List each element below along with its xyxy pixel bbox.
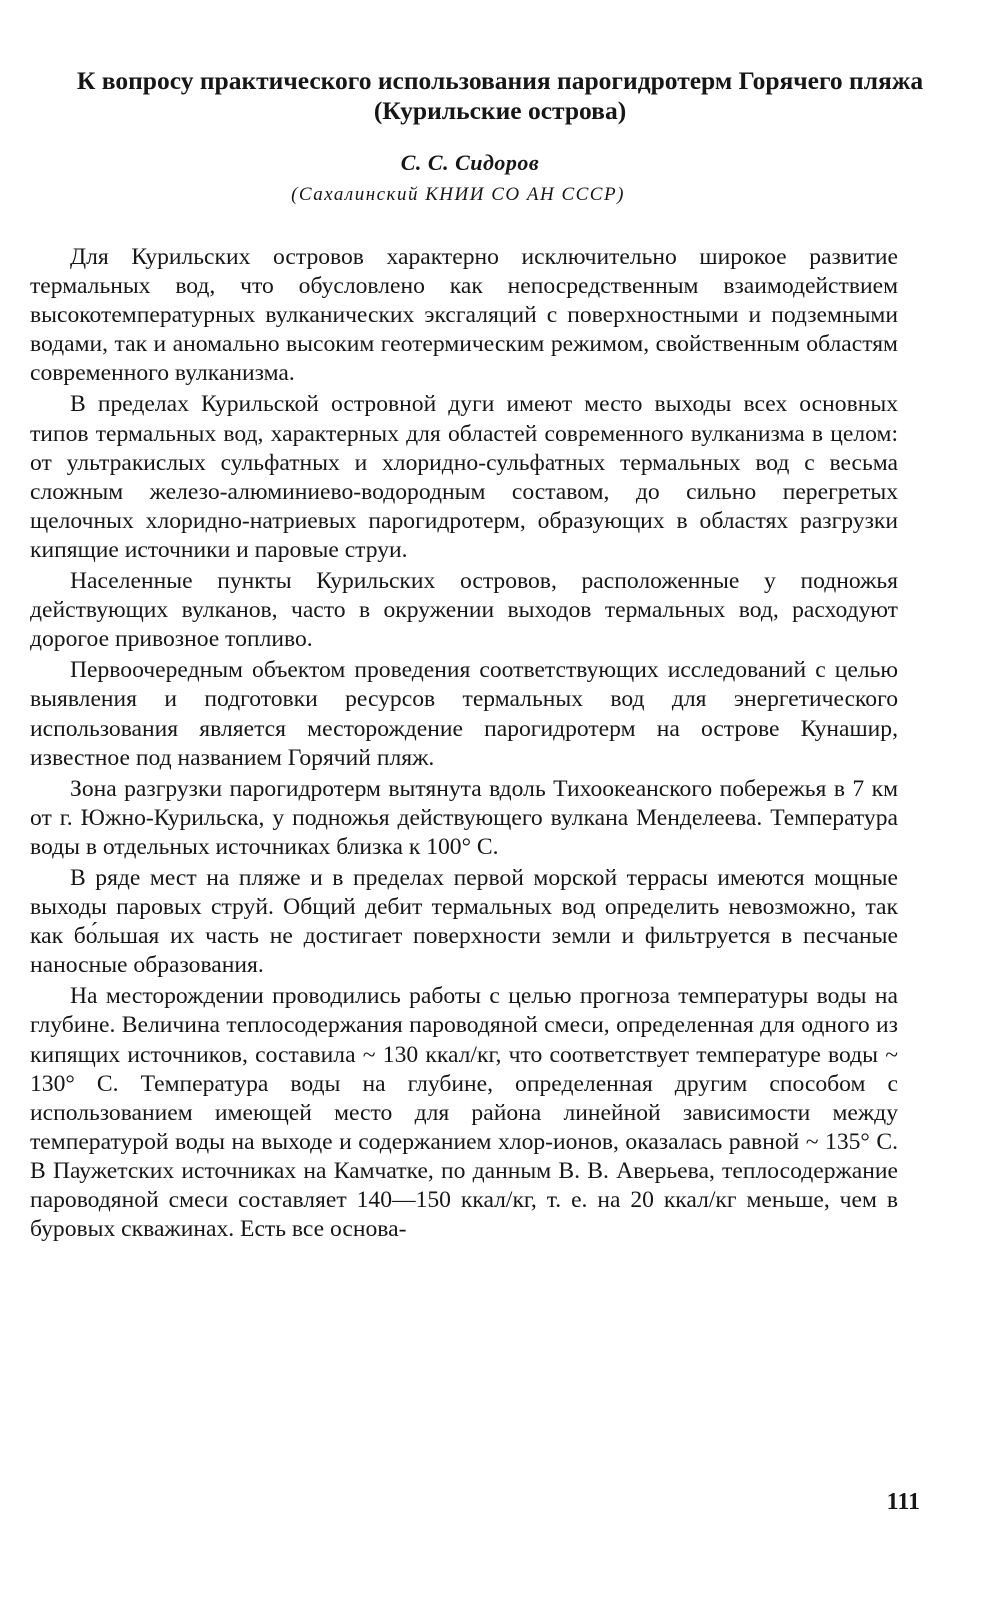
- article-title: К вопросу практического использования парогидротерм Горячего пляжа (Курильские острова): [76, 66, 924, 125]
- paragraph: На месторождении проводились работы с целью прогноза температуры воды на глубине. Величина теплосодержания пароводяной смеси, определенная для одного из кипящих источников, составила ~ 130 ккал/кг, что соответствует температуре воды ~ 130° С. Температура воды на глубине, определенная другим способом с использованием имеющей место для района линейной зависимости между температурой воды на выходе и содержанием хлор-ионов, оказалась равной ~ 135° С. В Паужетских источниках на Камчатке, по данным В. В. Аверьева, теплосодержание пароводяной смеси составляет 140—150 ккал/кг, т. е. на 20 ккал/кг меньше, чем в буровых скважинах. Есть все основа-: [30, 983, 898, 1243]
- article-body: [30, 243, 898, 1246]
- article-author: С. С. Сидоров: [400, 150, 540, 175]
- paragraph: Первоочередным объектом проведения соответствующих исследований с целью выявления и подготовки ресурсов термальных вод для энергетического использования является месторождение парогидротерм на острове Кунашир, известное под названием Горячий пляж.: [30, 657, 898, 771]
- paragraph: В ряде мест на пляже и в пределах первой морской террасы имеются мощные выходы паровых струй. Общий дебит термальных вод определить невозможно, так как бо́льшая их часть не достигает поверхности земли и фильтруется в песчаные наносные образования.: [30, 864, 898, 979]
- paragraph: Населенные пункты Курильских островов, расположенные у подножья действующих вулканов, часто в окружении выходов термальных вод, расходуют дорогое привозное топливо.: [30, 568, 898, 653]
- paragraph: Зона разгрузки парогидротерм вытянута вдоль Тихоокеанского побережья в 7 км от г. Южно-Курильска, у подножья действующего вулкана Менделеева. Температура воды в отдельных источниках близка к 100° С.: [30, 775, 898, 860]
- page-number: 111: [886, 1489, 920, 1515]
- paragraph: Для Курильских островов характерно исключительно широкое развитие термальных вод, что обусловлено как непосредственным взаимодействием высокотемпературных вулканических эксгаляций с поверхностными и подземными водами, так и аномально высоким геотермическим режимом, свойственным областям современного вулканизма.: [30, 244, 898, 387]
- author-affiliation: (Сахалинский КНИИ СО АН СССР): [291, 184, 625, 205]
- paragraph: В пределах Курильской островной дуги имеют место выходы всех основных типов термальных вод, характерных для областей современного вулканизма в целом: от ультракислых сульфатных и хлоридно-сульфатных термальных вод с весьма сложным железо-алюминиево-водородным составом, до сильно перегретых щелочных хлоридно-натриевых парогидротерм, образующих в областях разгрузки кипящие источники и паровые струи.: [30, 391, 898, 563]
